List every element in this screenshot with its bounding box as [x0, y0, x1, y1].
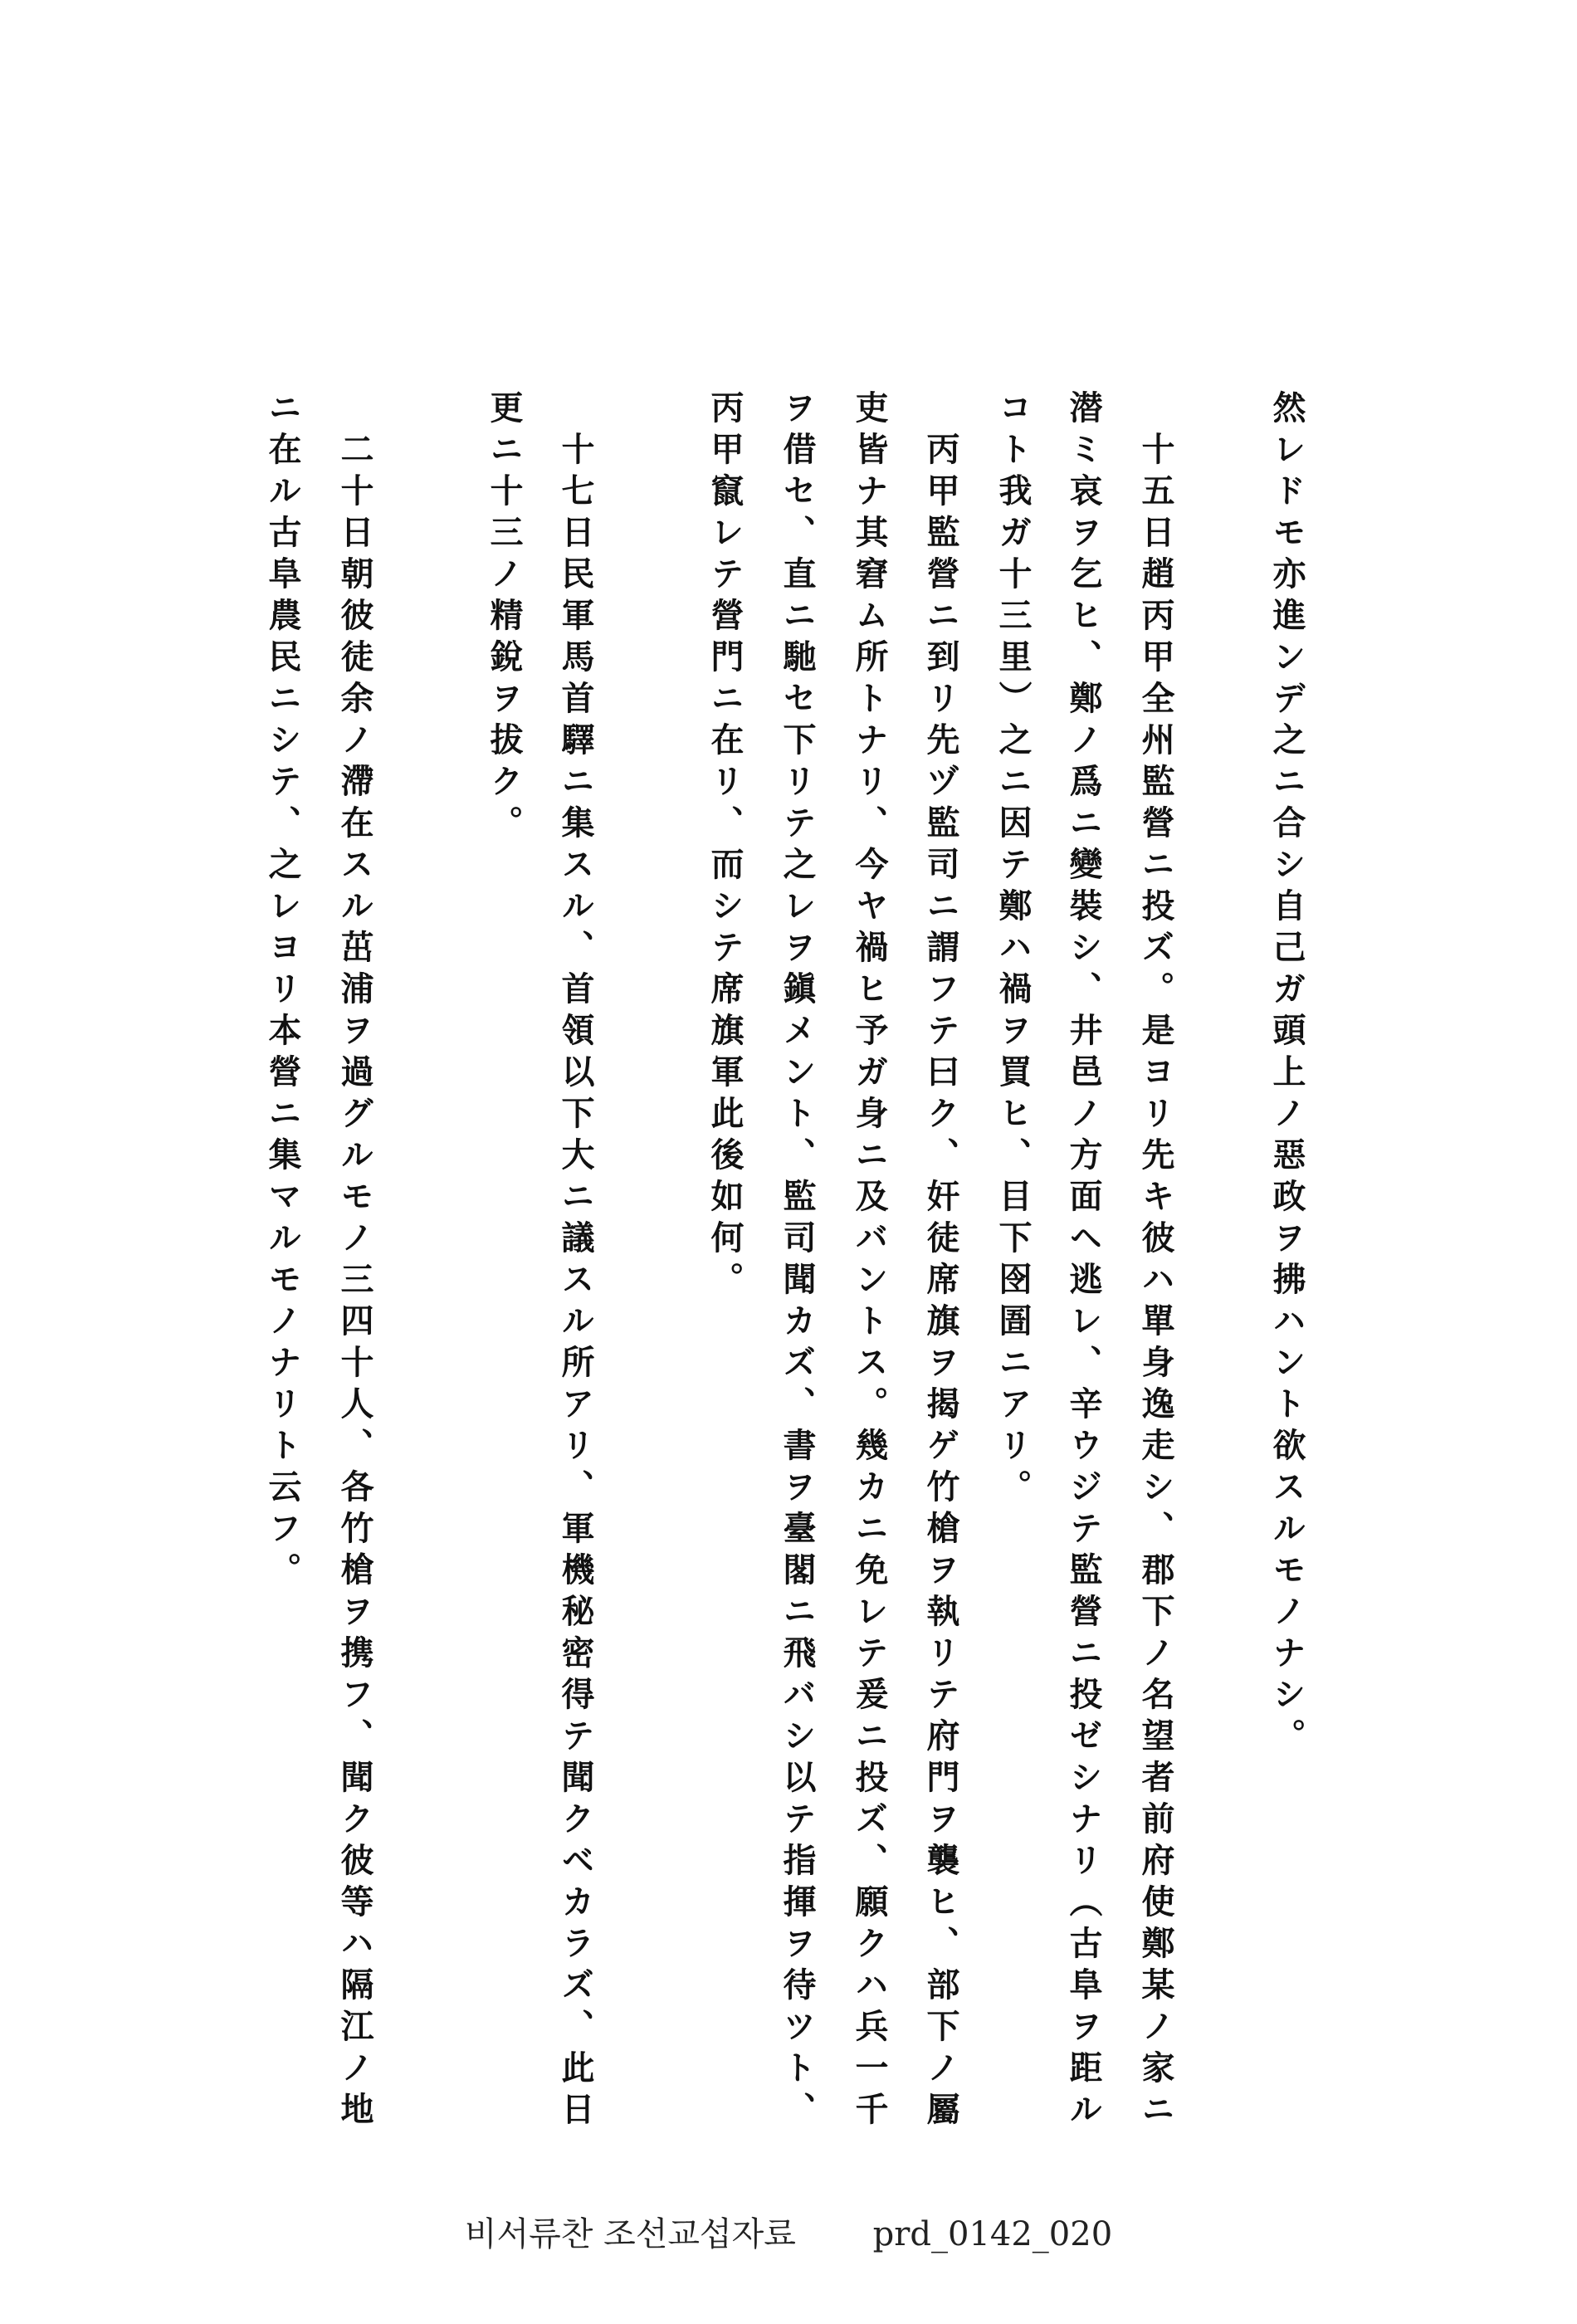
text-column-7: ヲ借セ、直ニ馳セ下リテ之レヲ鎭メント、監司聞カズ、書ヲ臺閣ニ飛バシ以テ指揮ヲ待ツト、: [778, 390, 817, 2133]
text-column-12: ニ在ル古阜農民ニシテ、之レヨリ本營ニ集マルモノナリト云フ。: [263, 390, 302, 1594]
text-column-11: 二十日朝彼徒余ノ滯在スル茁浦ヲ過グルモノ三四十人、各竹槍ヲ携フ、聞ク彼等ハ隔江ノ地: [335, 432, 374, 2133]
text-column-5: 丙甲監營ニ到リ先ヅ監司ニ謂フテ曰ク、奸徒席旗ヲ揭ゲ竹槍ヲ執リテ府門ヲ襲ヒ、部下ノ屬: [921, 432, 960, 2133]
footer: [0, 2208, 1577, 2255]
text-column-1: 然レドモ亦進ンデ之ニ合シ自己ガ頭上ノ惡政ヲ拂ハント欲スルモノナシ。: [1267, 390, 1306, 1760]
text-column-8: 丙甲竄レテ營門ニ在リ、而シテ席旗軍此後如何。: [706, 390, 745, 1303]
text-column-2: 十五日趙丙甲全州監營ニ投ズ。是ヨリ先キ彼ハ單身逸走シ、郡下ノ名望者前府使鄭某ノ家ニ: [1136, 432, 1175, 2133]
text-column-9: 十七日民軍馬首驛ニ集スル、首領以下大ニ議スル所アリ、軍機秘密得テ聞クベカラズ、此日: [556, 432, 595, 2133]
text-column-3: 潜ミ哀ヲ乞ヒ、鄭ノ爲ニ變裝シ、井邑ノ方面ヘ逃レ、辛ウジテ監營ニ投ゼシナリ（古阜ヲ距ル: [1064, 390, 1103, 2133]
text-column-10: 更ニ十三ノ精銳ヲ拔ク。: [485, 390, 524, 847]
footer-collection: 비서류찬 조선교섭자료: [464, 2215, 796, 2253]
text-column-6: 吏皆ナ其窘ム所トナリ、今ヤ禍ヒ予ガ身ニ及バントス。幾カニ免レテ爰ニ投ズ、願クハ兵一千: [850, 390, 889, 2133]
text-column-4: コト我ガ十三里）之ニ因テ鄭ハ禍ヲ買ヒ、目下囹圄ニアリ。: [994, 390, 1033, 1511]
footer-page-id: prd_0142_020: [872, 2215, 1113, 2253]
